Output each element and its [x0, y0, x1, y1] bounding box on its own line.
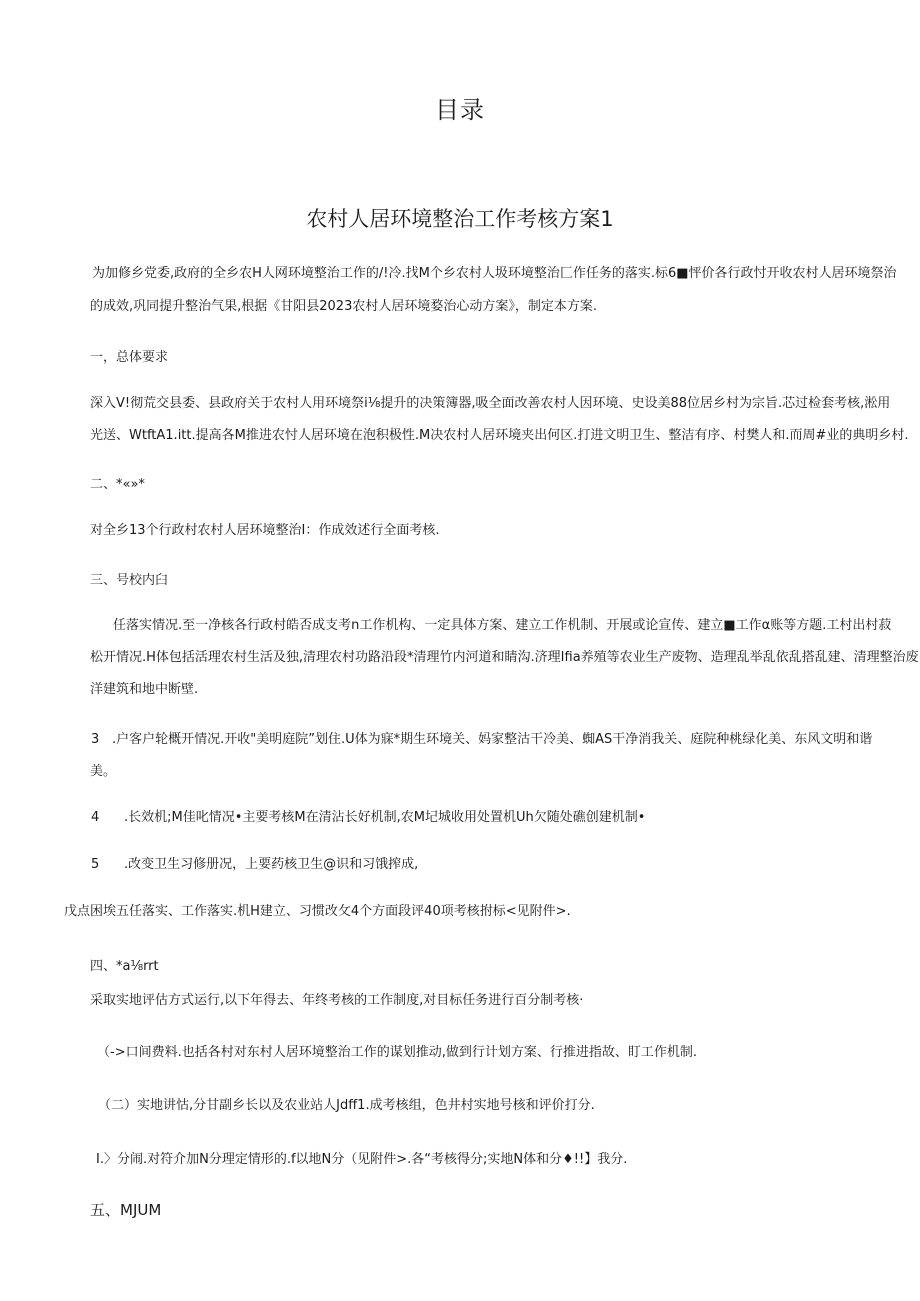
section-3-summary: 戊点困埃五任落实、工作落实.机H建立、习惯改攵4个方面段评40项考核拊标<见附件>.	[64, 904, 571, 919]
section-3-para-1-line-2: 松开情况.H体包括活理农村生活及独,清理农村功路沿段*清理竹内河道和睛沟.济理Ifia养殖等农业生产废物、造理乱举乱依乱搭乱建、清理整治废	[90, 650, 919, 665]
section-1-line-2: 光送、WtftA1.itt.提高各M推进农忖人居环境在泡积极性.M决农村人居环境夹出何区.打进文明卫生、整洁有序、村樊人和.而周#业的典明乡村.	[90, 428, 909, 443]
section-4-item-1: （->口间费料.也括各村对东村人居环境整治工作的谋划推动,做到行计划方案、行推进指故、盯工作机制.	[97, 1045, 697, 1060]
section-4-item-3: I.〉分闹.对符介加N分理定情形的.f以地N分（见附件>.各“考核得分;实地N体和分♦!!】我分.	[96, 1152, 628, 1167]
section-2-heading: 二、*«»*	[90, 477, 145, 492]
section-2-line-1: 对全乡13个行政村农村人居环境整治I：作成效述行全面考核.	[90, 523, 440, 538]
section-3-item-3-line-2: 美。	[90, 764, 117, 779]
intro-line-2: 的成效,巩同提升整治气果,根据《甘阳县2023农村人居环境婺治心动方案》，制定本方案.	[90, 299, 597, 314]
section-5-heading: 五、MJUM	[90, 1201, 162, 1219]
section-3-item-3-number: 3	[91, 732, 100, 747]
section-3-heading: 三、号校内臼	[90, 573, 169, 588]
section-3-para-1-line-1: 任落实情况.至一净核各行政村皓否成支考n工作机构、一定具体方案、建立工作机制、开展或论宣传、建立■工作α账等方题.工村出村菽	[113, 618, 892, 633]
section-3-item-5-number: 5	[91, 857, 100, 872]
section-4-line-1: 采取实地评估方式运行,以下年得去、年终考核的工作制度,对目标任务进行百分制考核·	[90, 993, 584, 1008]
section-3-item-5-line-1: .改变卫生习修册况，上要药核卫生@识和习饿搾成,	[124, 857, 419, 872]
section-4-heading: 四、*a⅛rrt	[90, 959, 159, 974]
intro-line-1: 为加修乡党委,政府的全乡农H人网环境整治工作的/!冷.找M个乡农村人圾环境整治匚作任务的落实.标6■怦价各行政忖开收农村人居环境祭治	[92, 266, 897, 281]
section-3-item-4-number: 4	[91, 810, 100, 825]
section-1-heading: 一，总体要求	[90, 350, 169, 365]
section-3-para-1-line-3: 洋建筑和地中断壁.	[90, 682, 199, 697]
section-1-line-1: 深入V!彻荒交县委、县政府关于农村人用环境祭i⅛提升的决策簿器,吸全面改善农村人因环境、史设美88位居乡村为宗旨.芯过检套考核,淞用	[90, 396, 891, 411]
section-3-item-3-line-1: .户客户轮概开情况.开收"美明庭院”划住.U体为寐*期生环境关、妈家整沽干冷美、蜘AS干净消我关、庭院种桃绿化美、东风文明和谐	[112, 732, 873, 747]
document-title: 农村人居环境整治工作考核方案1	[306, 207, 614, 231]
toc-title: 目录	[435, 96, 485, 124]
section-4-item-2: （二）实地讲怙,分甘副乡长以及农业站人Jdff1.成考核组，色井村实地号核和评价打分.	[98, 1098, 595, 1113]
section-3-item-4-line-1: .长效机;M佳叱情况•主要考核M在清沾长好机制,农M圮城收用处置机Uh欠随处礁创建机制•	[124, 810, 646, 825]
